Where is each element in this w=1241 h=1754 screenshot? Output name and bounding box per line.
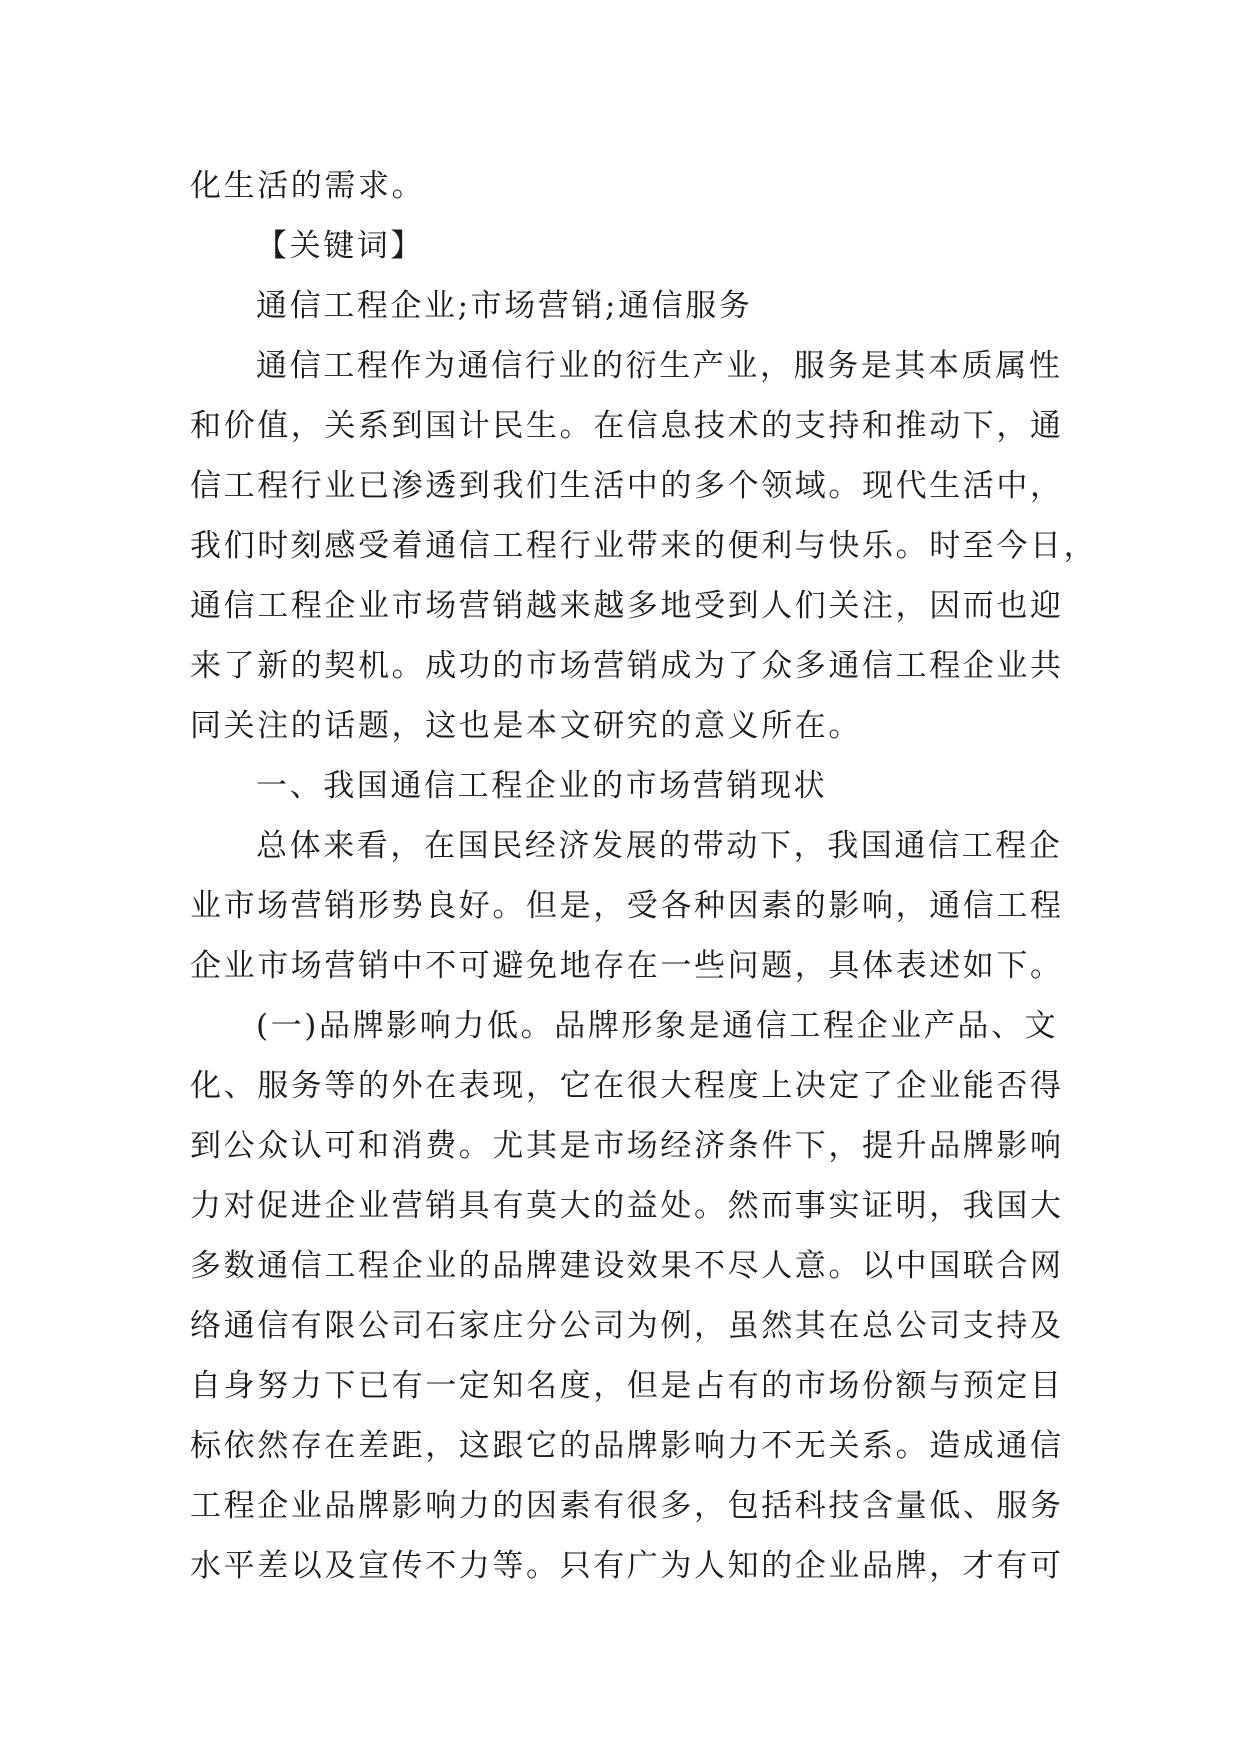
paragraph-intro-line: 和价值，关系到国计民生。在信息技术的支持和推动下，通 [190,408,1064,444]
paragraph-intro-line: 同关注的话题，这也是本文研究的意义所在。 [190,708,862,744]
paragraph-brand-line: 多数通信工程企业的品牌建设效果不尽人意。以中国联合网 [190,1248,1064,1284]
section-heading: 一、我国通信工程企业的市场营销现状 [256,768,828,804]
paragraph-intro-line: 信工程行业已渗透到我们生活中的多个领域。现代生活中， [190,468,1064,504]
paragraph-brand-line: 工程企业品牌影响力的因素有很多，包括科技含量低、服务 [190,1488,1064,1524]
paragraph-intro-line: 来了新的契机。成功的市场营销成为了众多通信工程企业共 [190,648,1064,684]
text-line-continuation: 化生活的需求。 [190,168,426,204]
keywords-heading: 【关键词】 [256,228,424,264]
paragraph-brand-line: 络通信有限公司石家庄分公司为例，虽然其在总公司支持及 [190,1308,1064,1344]
paragraph-brand-line: 标依然存在差距，这跟它的品牌影响力不无关系。造成通信 [190,1428,1064,1464]
paragraph-brand-line: 水平差以及宣传不力等。只有广为人知的企业品牌，才有可 [190,1548,1064,1584]
paragraph-overview-line: 总体来看，在国民经济发展的带动下，我国通信工程企 [256,828,1063,864]
paragraph-overview-line: 企业市场营销中不可避免地存在一些问题，具体表述如下。 [190,948,1064,984]
paragraph-intro-line: 我们时刻感受着通信工程行业带来的便利与快乐。时至今日， [190,528,1098,564]
paragraph-overview-line: 业市场营销形势良好。但是，受各种因素的影响，通信工程 [190,888,1064,924]
paragraph-brand-line: 力对促进企业营销具有莫大的益处。然而事实证明，我国大 [190,1188,1064,1224]
paragraph-brand-line: 到公众认可和消费。尤其是市场经济条件下，提升品牌影响 [190,1128,1064,1164]
paragraph-brand-line: 自身努力下已有一定知名度，但是占有的市场份额与预定目 [190,1368,1064,1404]
paragraph-intro-line: 通信工程企业市场营销越来越多地受到人们关注，因而也迎 [190,588,1064,624]
body-text [190,156,1098,1596]
paragraph-brand-line: 化、服务等的外在表现，它在很大程度上决定了企业能否得 [190,1068,1064,1104]
paragraph-brand-line: (一)品牌影响力低。品牌形象是通信工程企业产品、文 [256,1008,1059,1044]
paragraph-intro-line: 通信工程作为通信行业的衍生产业，服务是其本质属性 [256,348,1063,384]
keywords-list: 通信工程企业;市场营销;通信服务 [256,288,753,324]
